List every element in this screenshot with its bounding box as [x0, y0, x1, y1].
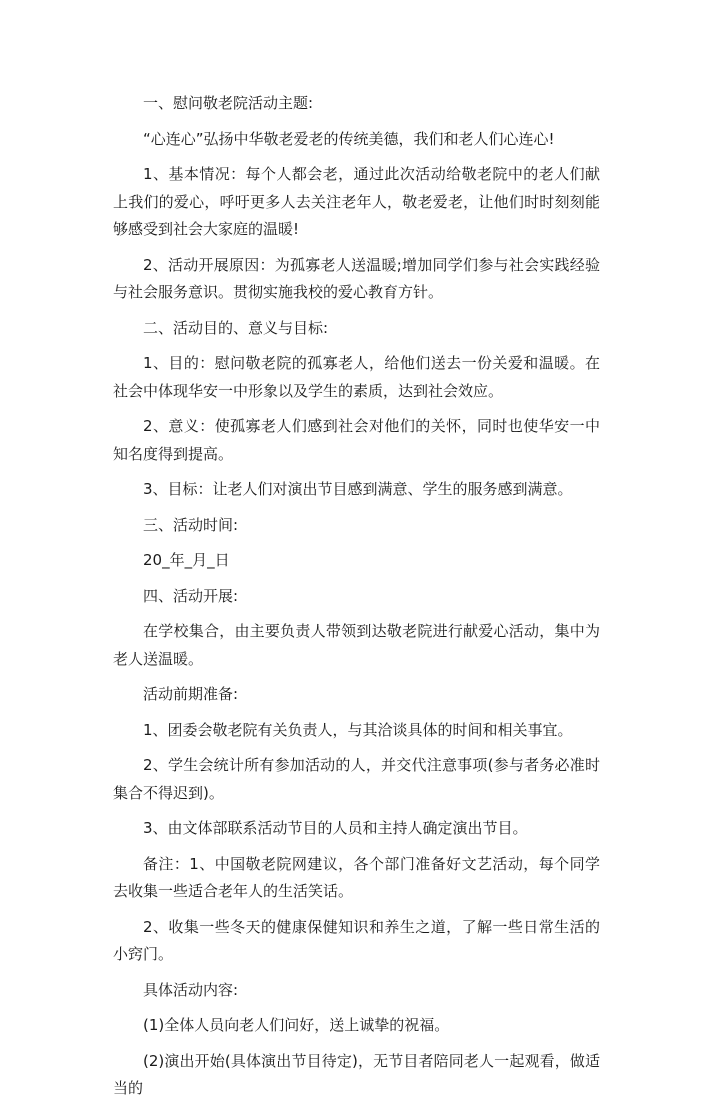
- heading-time: 三、活动时间:: [143, 515, 239, 534]
- remark-item: 2、收集一些冬天的健康保健知识和养生之道，了解一些日常生活的小窍门。: [113, 917, 600, 963]
- heading-content: 具体活动内容:: [143, 980, 239, 999]
- heading-purpose: 二、活动目的、意义与目标:: [143, 318, 329, 337]
- heading-theme: 一、慰问敬老院活动主题:: [143, 94, 314, 112]
- document-body: [113, 90, 600, 1103]
- purpose-item: 1、目的：慰问敬老院的孤寡老人，给他们送去一份关爱和温暖。在社会中体现华安一中形象以及学生的素质，达到社会效应。: [113, 354, 600, 400]
- basic-situation: 1、基本情况：每个人都会老，通过此次活动给敬老院中的老人们献上我们的爱心，呼吁更多人去关注老年人，敬老爱老，让他们时时刻刻能够感受到社会大家庭的温暖!: [113, 165, 600, 238]
- execution-description: 在学校集合，由主要负责人带领到达敬老院进行献爱心活动，集中为老人送温暖。: [113, 622, 600, 668]
- content-item: (1)全体人员向老人们问好，送上诚挚的祝福。: [143, 1016, 450, 1034]
- theme-slogan: “心连心”弘扬中华敬老爱老的传统美德，我们和老人们心连心!: [143, 129, 555, 148]
- preparation-item: 2、学生会统计所有参加活动的人，并交代注意事项(参与者务必准时集合不得迟到)。: [113, 756, 600, 802]
- content-item: (2)演出开始(具体演出节目待定)，无节目者陪同老人一起观看，做适当的: [113, 1051, 600, 1097]
- heading-execution: 四、活动开展:: [143, 586, 239, 605]
- significance-item: 2、意义：使孤寡老人们感到社会对他们的关怀，同时也使华安一中知名度得到提高。: [113, 417, 600, 463]
- preparation-item: 3、由文体部联系活动节目的人员和主持人确定演出节目。: [143, 819, 528, 837]
- remark-item: 备注：1、中国敬老院网建议，各个部门准备好文艺活动，每个同学去收集一些适合老年人的生活笑话。: [113, 854, 600, 900]
- preparation-item: 1、团委会敬老院有关负责人，与其洽谈具体的时间和相关事宜。: [143, 720, 573, 739]
- heading-preparation: 活动前期准备:: [143, 685, 239, 703]
- activity-reason: 2、活动开展原因：为孤寡老人送温暖;增加同学们参与社会实践经验与社会服务意识。贯彻实施我校的爱心教育方针。: [113, 255, 600, 301]
- activity-date: 20_年_月_日: [143, 551, 230, 569]
- goal-item: 3、目标：让老人们对演出节目感到满意、学生的服务感到满意。: [143, 480, 573, 498]
